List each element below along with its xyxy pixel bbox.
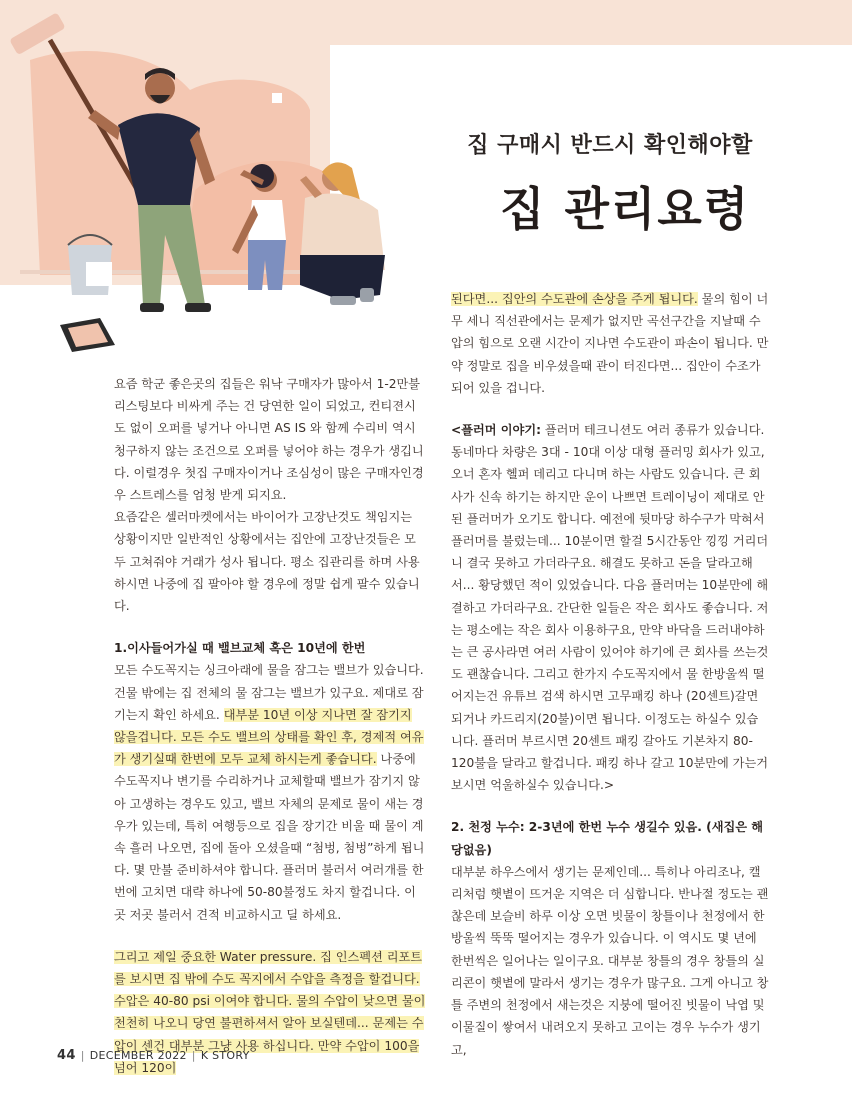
- page-footer: [57, 1048, 250, 1063]
- paragraph: [451, 861, 769, 1061]
- article-subtitle: 집 구매시 반드시 확인해야할: [467, 133, 753, 158]
- bold-lead: <플러머 이야기:: [451, 423, 541, 438]
- paragraph: [114, 506, 426, 617]
- paragraph-text: 나중에 수도꼭지나 변기를 수리하거나 교체할때 밸브가 잠기지 않아 고생하는 경우도 있고, 밸브 자체의 문제로 물이 새는 경우가 있는데, 특히 여행등으로 집을 장기간 비울 때 물이 계속 흘러 나오면, 집에 돌아 오셨을때 “첨벙, 첨벙”하게 됩니다. 몇 만불 준비하셔야 합니다. 플러머 불러서 여러개를 한번에 고치면 대략 하나에 50-80불정도 차지 할겁니다. 이곳 저곳 불러서 견적 비교하시고 딜 하세요.: [114, 752, 425, 922]
- paragraph-text: 요즘 학군 좋은곳의 집들은 워낙 구매자가 많아서 1-2만불 리스팅보다 비싸게 주는 건 당연한 일이 되었고, 컨티젼시도 없이 오퍼를 넣거나 아니면 AS IS 와 함께 수리비 역시 청구하지 않는 조건으로 오퍼를 넣어야 하는 경우가 생깁니다. 이럴경우 첫집 구매자이거나 조심성이 많은 구매자인경우 스트레스를 엄청 받게 되지요.: [114, 377, 424, 503]
- section-heading: 1.이사들어가실 때 밸브교체 혹은 10년에 한번: [114, 641, 366, 656]
- magazine-name: K STORY: [200, 1049, 250, 1062]
- highlighted-text: 그리고 제일 중요한 Water pressure. 집 인스펙션 리포트를 보시면 집 밖에 수도 꼭지에서 수압을 측정을 할겁니다. 수압은 40-80 psi 이여야 합니다. 물의 수압이 낮으면 물이 천천히 나오니 당연 불편하셔서 알아 보실텐데... 문제는 수압이 센건 대부분 그냥 사용 하십니다. 만약 수압이 100을 넘어 120이: [114, 949, 426, 1075]
- footer-divider: |: [80, 1049, 85, 1062]
- issue-date: DECEMBER 2022: [89, 1049, 187, 1062]
- paragraph-text: 모든 수도꼭지는 싱크아래에 물을 잠그는 밸브가 있습니다. 건물 밖에는 집 전체의 물 잠그는 밸브가 있구요. 제대로 잠기는지 확인 하세요.: [114, 663, 424, 722]
- right-column: [451, 288, 769, 1061]
- highlighted-text: 된다면... 집안의 수도관에 손상을 주게 됩니다.: [451, 292, 698, 306]
- page-number: 44: [57, 1048, 76, 1063]
- highlighted-text: 대부분 10년 이상 지나면 잘 잠기지 않을겁니다. 모든 수도 밸브의 상태를 확인 후, 경제적 여유가 생기실때 한번에 모두 교체 하시는게 좋습니다.: [114, 707, 424, 767]
- paragraph: [114, 373, 426, 506]
- paragraph-text: 플러머 테크니션도 여러 종류가 있습니다. 동네마다 차량은 3대 - 10대 이상 대형 플러밍 회사가 있고, 오너 혼자 헬퍼 데리고 다니며 하는 사람도 있습니다. 큰 회사가 신속 하기는 하지만 운이 나쁘면 트레이닝이 제대로 안된 플러머가 오기도 합니다. 예전에 뒷마당 하수구가 막혀서 플러머를 불렀는데... 10분이면 할걸 5시간동안 낑낑 거리더니 결국 못하고 가더라구요. 해결도 못하고 돈을 달라고해서... 황당했던 적이 있었습니다. 다음 플러머는 10분만에 해결하고 가더라구요. 간단한 일들은 작은 회사도 좋습니다. 저는 평소에는 작은 회사 이용하구요, 만약 바닥을 드러내야하는 큰 공사라면 여러 사람이 있어야 하기에 큰 회사를 쓰는것도 괜찮습니다. 그리고 한가지 수도꼭지에서 물 한방울씩 떨어지는건 유튜브 검색 하시면 고무패킹 하나 (20센트)갈면 되거나 카드리지(20불)이면 됩니다. 이정도는 하실수 있습니다. 플러머 부르시면 20센트 패킹 갈아도 기본차지 80-120불을 달라고 할겁니다. 패킹 하나 갈고 10분만에 가는거 보시면 억울하실수 있습니다.>: [451, 423, 769, 793]
- paragraph-text: 대부분 하우스에서 생기는 문제인데... 특히나 아리조나, 캘리처럼 햇볕이 뜨거운 지역은 더 심합니다. 반나절 정도는 괜찮은데 보슬비 하루 이상 오면 빗물이 창틀이나 천정에서 한방울씩 뚝뚝 떨어지는 경우가 있습니다. 이 역시도 몇 년에 한번씩은 일어나는 일이구요. 대부분 창틀의 경우 창틀의 실리콘이 햇볕에 말라서 생기는 경우가 많구요. 그게 아니고 창틀 주변의 천정에서 새는것은 지붕에 떨어진 빗물이 낙엽 및 이물질이 쌓여서 내려오지 못하고 고이는 경우 누수가 생기고,: [451, 864, 769, 1057]
- left-column: [114, 373, 426, 1079]
- paragraph: [451, 419, 769, 796]
- paragraph: [451, 288, 769, 399]
- paragraph: [114, 659, 426, 925]
- section-heading: 2. 천정 누수: 2-3년에 한번 누수 생길수 있음. (새집은 해당없음): [451, 820, 764, 857]
- paragraph-text: 물의 힘이 너무 세니 직선관에서는 문제가 없지만 곡선구간을 지날때 수압의 힘으로 오랜 시간이 지나면 수도관이 파손이 됩니다. 만약 정말로 집을 비우셨을때 관이 터진다면... 집안이 수조가 되어 있을 겁니다.: [451, 292, 769, 395]
- article-title-block: [440, 128, 820, 239]
- footer-divider: |: [191, 1049, 196, 1062]
- article-title: 집 관리요령: [500, 182, 751, 236]
- paragraph-text: 요즘같은 셀러마켓에서는 바이어가 고장난것도 책임지는 상황이지만 일반적인 상황에서는 집안에 고장난것들은 모두 고쳐줘야 거래가 성사 됩니다. 평소 집관리를 하며 사용 하시면 나중에 집 팔아야 할 경우에 정말 쉽게 팔수 있습니다.: [114, 510, 420, 614]
